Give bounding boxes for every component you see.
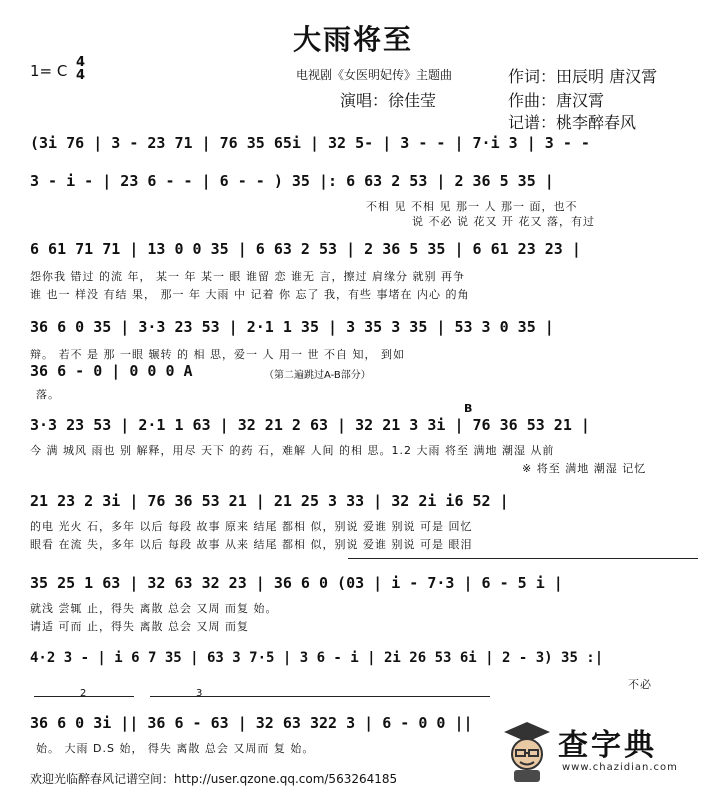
singer: 演唱：徐佳莹 [340, 91, 437, 110]
volta-2-number: 2 [80, 688, 87, 699]
lyric-line-2b: 说 不必 说 花又 开 花又 落，有过 [412, 215, 595, 228]
volta-line-1 [348, 558, 698, 559]
repeat-remark: （第二遍跳过A-B部分） [264, 370, 371, 381]
lyric-line-2a: 不相 见 不相 见 那一 人 那一 面，也不 [366, 200, 578, 213]
lyric-line-5a: 今 满 城风 雨也 别 解释，用尽 天下 的药 石，难解 人间 的相 思。1.2 大雨 将至 满地 潮湿 从前 [30, 444, 555, 457]
score-line-1: (3i 76 | 3 - 23 71 | 76 35 65i | 32 5- | 3 - - | 7·i 3 | 3 - - [30, 134, 590, 152]
score-line-7: 35 25 1 63 | 32 63 32 23 | 36 6 0 (03 | i - 7·3 | 6 - 5 i | [30, 574, 563, 592]
score-line-8: 4·2 3 - | i 6 7 35 | 63 3 7·5 | 3 6 - i | 2i 26 53 6i | 2 - 3) 35 :| [30, 650, 604, 666]
subtitle: 电视剧《女医明妃传》主题曲 [296, 68, 453, 82]
score-line-5: 3·3 23 53 | 2·1 1 63 | 32 21 2 63 | 32 21 3 3i | 76 36 53 21 | [30, 416, 590, 434]
score-line-4-alt: 36 6 - 0 | 0 0 0 A [30, 362, 193, 380]
lyric-line-7b: 请适 可而 止，得失 离散 总会 又周 而复 [30, 620, 249, 633]
lyric-line-6a: 的电 光火 石，多年 以后 每段 故事 原来 结尾 都相 似，别说 爱谁 别说 可是 回忆 [30, 520, 473, 533]
key-signature: 1= C [30, 62, 68, 80]
watermark-brand: 查字典 [558, 728, 657, 763]
lyric-line-6b: 眼看 在流 失，多年 以后 每段 故事 从来 结尾 都相 似，别说 爱谁 别说 可是 眼泪 [30, 538, 473, 551]
volta-3-number: 3 [196, 688, 203, 699]
score-line-3: 6 61 71 71 | 13 0 0 35 | 6 63 2 53 | 2 36 5 35 | 6 61 23 23 | [30, 240, 581, 258]
lyric-line-4a: 辩。 若不 是 那 一眼 辗转 的 相 思，爱一 人 用一 世 不自 知， 到如 [30, 348, 405, 361]
score-line-6: 21 23 2 3i | 76 36 53 21 | 21 25 3 33 | 32 2i i6 52 | [30, 492, 509, 510]
lyric-line-7a: 就浅 尝辄 止，得失 离散 总会 又周 而复 始。 [30, 602, 278, 615]
lyricist: 作词：田辰明 唐汉霄 [508, 67, 658, 86]
song-title: 大雨将至 [292, 23, 413, 56]
watermark-logo [500, 716, 700, 788]
time-signature [76, 56, 85, 82]
lyric-line-3b: 谁 也一 样没 有结 果， 那一 年 大雨 中 记着 你 忘了 我，有些 事堵在 内心 的角 [30, 288, 470, 301]
scholar-mascot-icon [500, 718, 554, 784]
lyric-line-9a: 始。 大雨 D.S 始， 得失 离散 总会 又周而 复 始。 [36, 742, 315, 755]
meter-top: 4 [76, 55, 86, 70]
lyric-line-4c: 落。 [36, 388, 60, 401]
transcriber: 记谱：桃李醉春风 [508, 113, 637, 132]
segno-b-marker: B [464, 402, 473, 415]
score-line-2: 3 - i - | 23 6 - - | 6 - - ) 35 |: 6 63 2 53 | 2 36 5 35 | [30, 172, 554, 190]
score-line-9: 36 6 0 3i || 36 6 - 63 | 32 63 322 3 | 6 - 0 0 || [30, 714, 473, 732]
score-line-4: 36 6 0 35 | 3·3 23 53 | 2·1 1 35 | 3 35 3 35 | 53 3 0 35 | [30, 318, 554, 336]
footer-credit: 欢迎光临醉春风记谱空间：http://user.qzone.qq.com/563264185 [30, 772, 398, 786]
meter-bottom: 4 [76, 68, 86, 83]
lyric-line-3a: 怨你我 错过 的流 年， 某一 年 某一 眼 谁留 恋 谁无 言，擦过 肩缘分 就别 再争 [30, 270, 465, 283]
lyric-line-5b: ※ 将至 满地 潮湿 记忆 [522, 462, 647, 475]
watermark-url: www.chazidian.com [562, 762, 678, 773]
lyric-line-8a: 不必 [628, 678, 652, 691]
composer: 作曲：唐汉霄 [508, 91, 605, 110]
